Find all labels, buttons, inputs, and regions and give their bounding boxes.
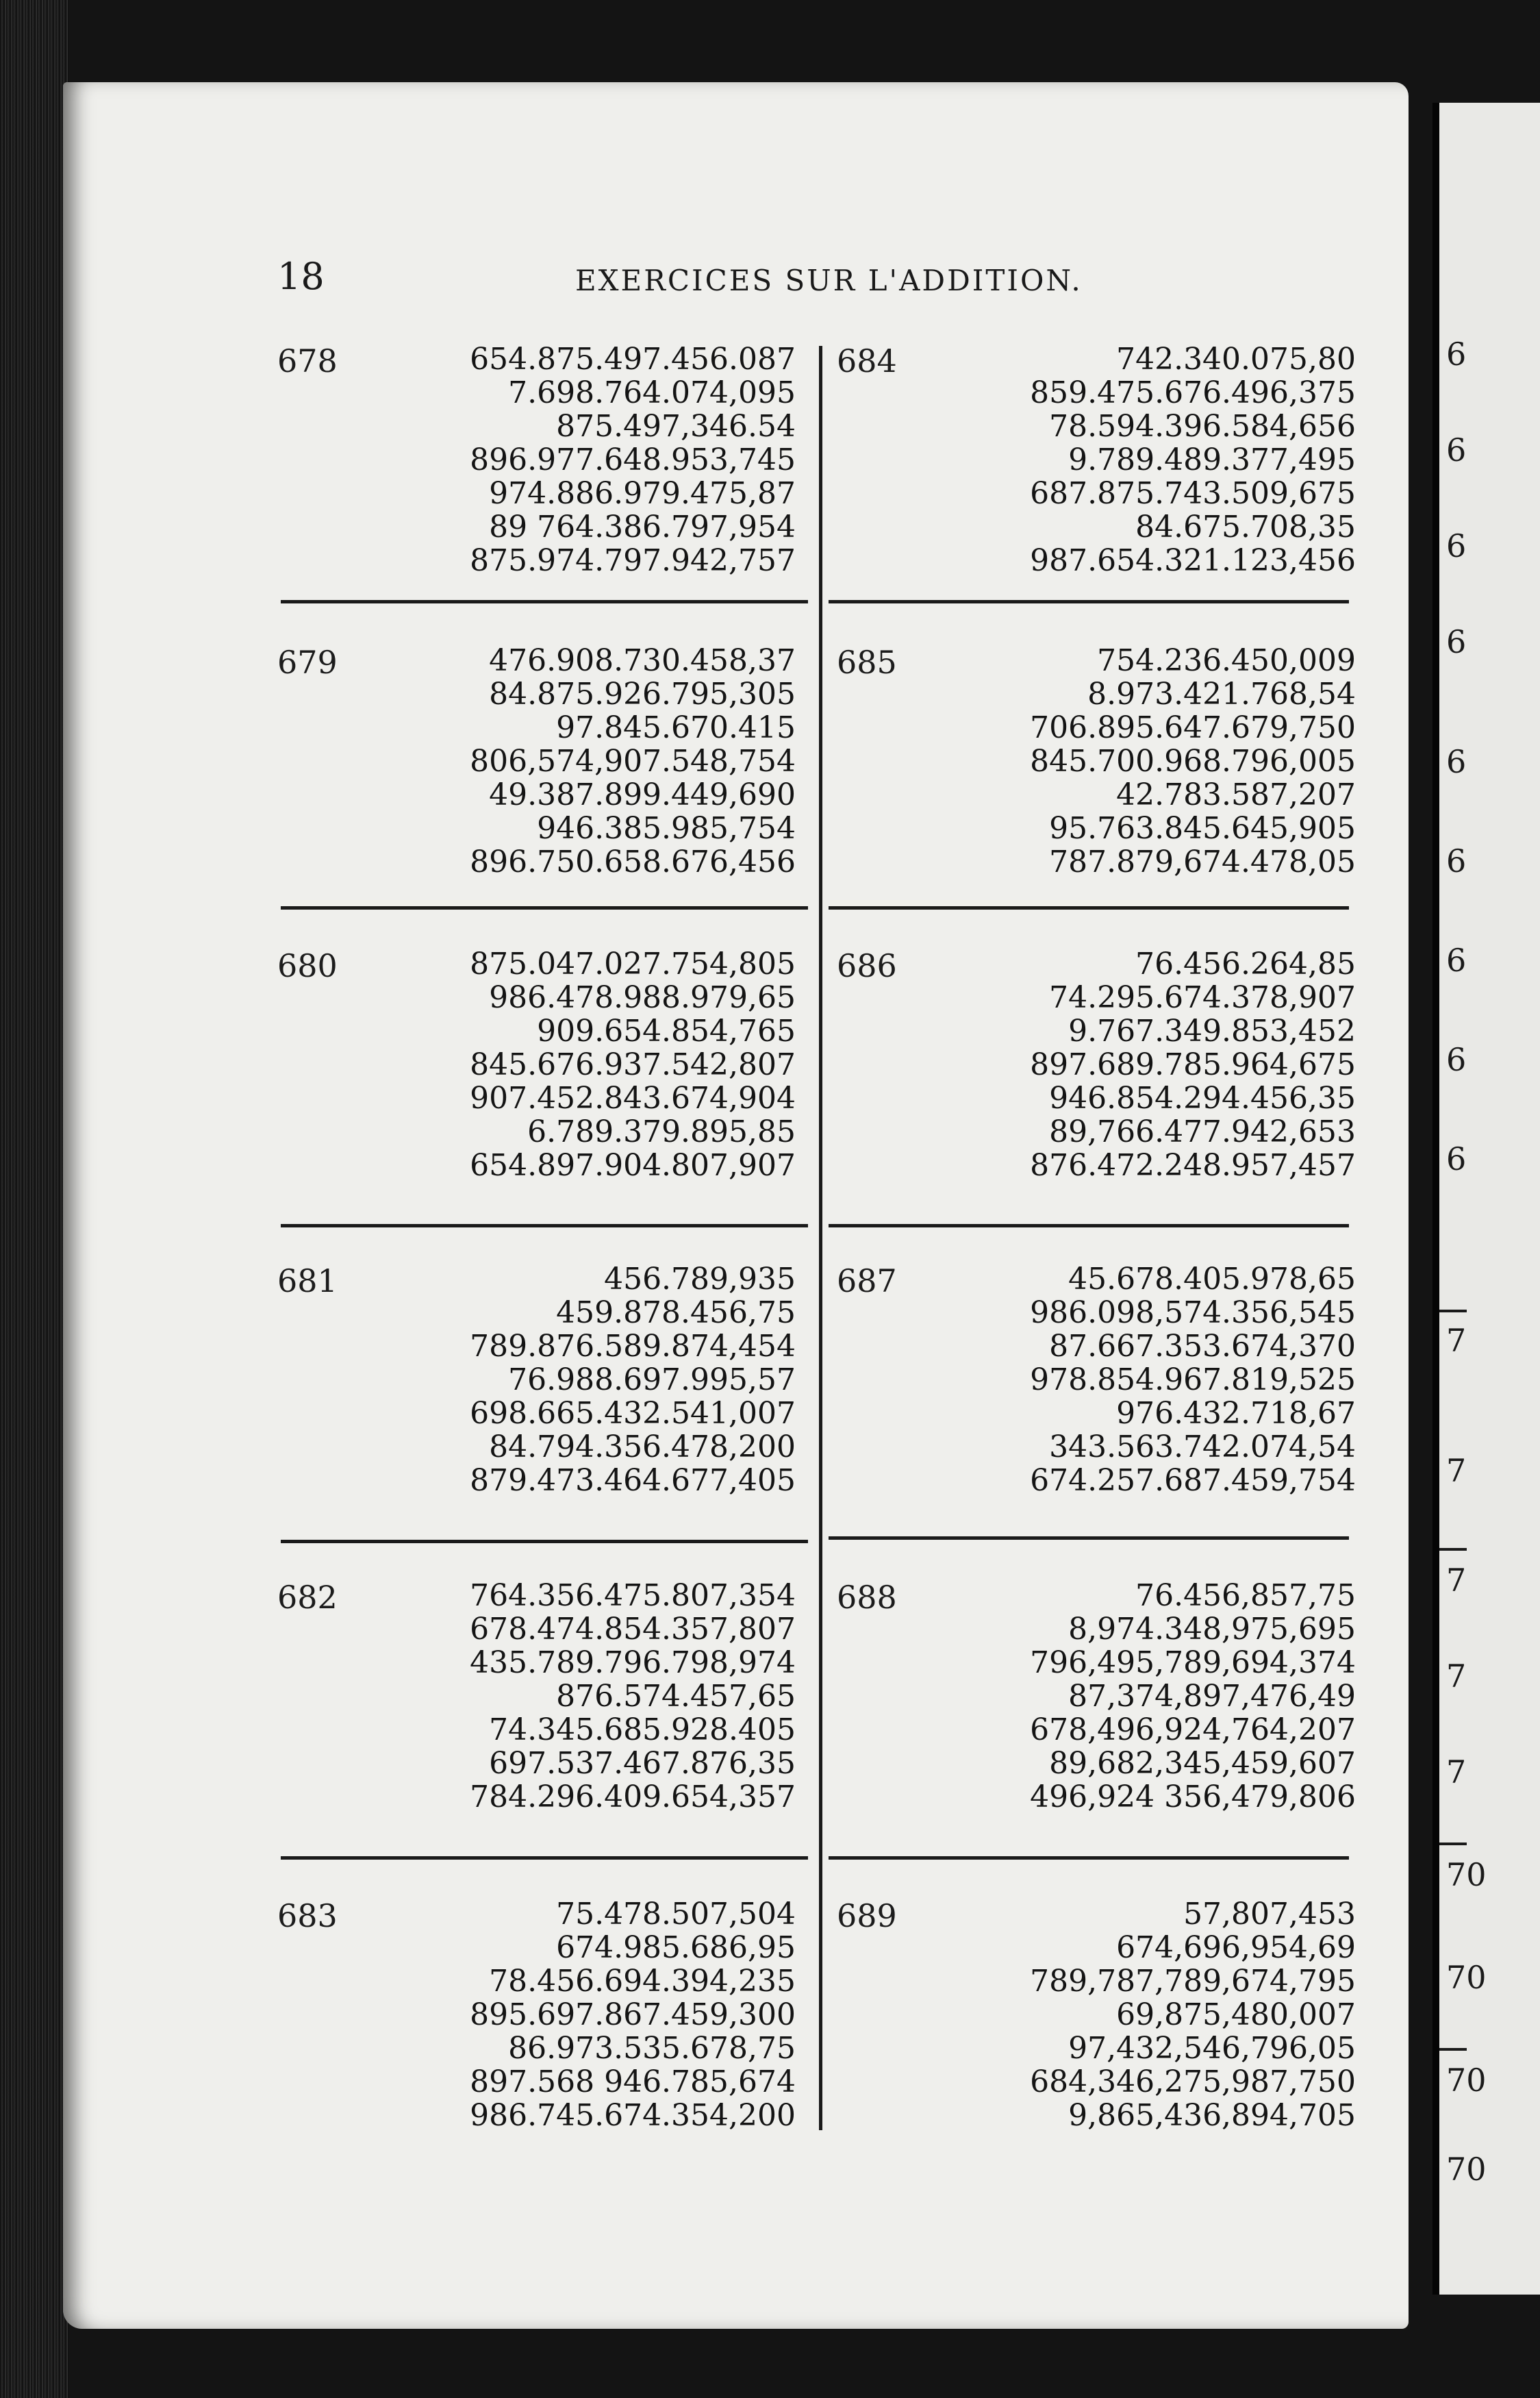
addend: 678.474.854.357,807 xyxy=(470,1612,796,1647)
addend-list xyxy=(470,1262,796,1497)
addend: 875.974.797.942,757 xyxy=(470,543,796,578)
addend-list xyxy=(1030,1262,1356,1497)
addend: 876.574.457,65 xyxy=(556,1679,796,1714)
addend-list xyxy=(470,644,796,879)
sum-rule xyxy=(829,1536,1349,1540)
addend: 674,696,954,69 xyxy=(1116,1930,1356,1965)
running-title: EXERCICES SUR L'ADDITION. xyxy=(575,264,1083,297)
addend: 986.098,574.356,545 xyxy=(1030,1295,1356,1330)
addend: 84.794.356.478,200 xyxy=(489,1429,796,1464)
addend: 57,807,453 xyxy=(1183,1897,1356,1932)
exercise-block xyxy=(277,947,796,1235)
adjacent-rule xyxy=(1439,1548,1467,1551)
exercise-block xyxy=(837,1579,1356,1866)
addend: 76.988.697.995,57 xyxy=(508,1362,796,1397)
addend: 45.678.405.978,65 xyxy=(1068,1262,1356,1297)
exercise-block xyxy=(277,1579,796,1866)
adjacent-fragment: 6 xyxy=(1446,336,1467,373)
addend: 845.676.937.542,807 xyxy=(470,1047,796,1082)
addend: 674.985.686,95 xyxy=(556,1930,796,1965)
addend: 698.665.432.541,007 xyxy=(470,1396,796,1431)
addend: 8.973.421.768,54 xyxy=(1087,677,1356,712)
exercise-block xyxy=(277,342,796,630)
adjacent-fragment: 7 xyxy=(1446,1753,1467,1790)
page-number: 18 xyxy=(277,255,325,298)
addend: 76.456.264,85 xyxy=(1135,947,1356,982)
adjacent-fragment: 6 xyxy=(1446,432,1467,469)
exercise-block xyxy=(277,1897,796,2185)
addend: 806,574,907.548,754 xyxy=(470,744,796,779)
addend: 787.879,674.478,05 xyxy=(1049,845,1356,879)
addend: 654.875.497.456.087 xyxy=(470,342,796,377)
addend: 78.456.694.394,235 xyxy=(489,1964,796,1999)
addend: 697.537.467.876,35 xyxy=(489,1746,796,1781)
addend: 654.897.904.807,907 xyxy=(470,1148,796,1183)
exercise-number: 682 xyxy=(277,1579,338,1616)
addend: 907.452.843.674,904 xyxy=(470,1081,796,1116)
addend: 896.977.648.953,745 xyxy=(470,442,796,477)
addend: 8,974.348,975,695 xyxy=(1068,1612,1356,1647)
addend: 9,865,436,894,705 xyxy=(1068,2098,1356,2133)
addend: 86.973.535.678,75 xyxy=(508,2031,796,2066)
addend: 897.689.785.964,675 xyxy=(1030,1047,1356,1082)
addend: 978.854.967.819,525 xyxy=(1030,1362,1356,1397)
addend: 859.475.676.496,375 xyxy=(1030,375,1356,410)
adjacent-fragment: 70 xyxy=(1446,2062,1487,2099)
addend: 674.257.687.459,754 xyxy=(1030,1463,1356,1498)
addend: 897.568 946.785,674 xyxy=(470,2064,796,2099)
addend: 946.385.985,754 xyxy=(537,811,796,846)
column-divider xyxy=(819,346,822,2130)
sum-rule xyxy=(281,906,808,910)
addend-list xyxy=(470,1897,796,2132)
addend: 706.895.647.679,750 xyxy=(1030,710,1356,745)
addend: 789,787,789,674,795 xyxy=(1030,1964,1356,1999)
addend: 6.789.379.895,85 xyxy=(527,1114,796,1149)
addend: 89,766.477.942,653 xyxy=(1049,1114,1356,1149)
addend: 987.654.321.123,456 xyxy=(1030,543,1356,578)
addend: 9.789.489.377,495 xyxy=(1068,442,1356,477)
addend: 9.767.349.853,452 xyxy=(1068,1014,1356,1049)
adjacent-fragment: 7 xyxy=(1446,1658,1467,1695)
exercise-block xyxy=(837,1897,1356,2185)
addend: 875.047.027.754,805 xyxy=(470,947,796,982)
exercise-number: 680 xyxy=(277,947,338,984)
exercise-block xyxy=(277,1262,796,1550)
adjacent-fragment: 6 xyxy=(1446,743,1467,780)
exercise-number: 686 xyxy=(837,947,897,984)
addend: 89,682,345,459,607 xyxy=(1049,1746,1356,1781)
addend: 74.295.674.378,907 xyxy=(1049,980,1356,1015)
exercise-number: 683 xyxy=(277,1897,338,1934)
addend: 946.854.294.456,35 xyxy=(1049,1081,1356,1116)
exercise-number: 685 xyxy=(837,644,897,681)
addend: 97.845.670.415 xyxy=(556,710,796,745)
addend: 895.697.867.459,300 xyxy=(470,1997,796,2032)
exercise-number: 678 xyxy=(277,342,338,379)
exercise-number: 684 xyxy=(837,342,897,379)
addend: 845.700.968.796,005 xyxy=(1030,744,1356,779)
addend: 75.478.507,504 xyxy=(556,1897,796,1932)
adjacent-rule xyxy=(1439,1310,1467,1312)
addend: 764.356.475.807,354 xyxy=(470,1578,796,1613)
addend-list xyxy=(1030,947,1356,1182)
sum-rule xyxy=(281,1540,808,1543)
sum-rule xyxy=(281,600,808,603)
addend: 78.594.396.584,656 xyxy=(1049,409,1356,444)
addend-list xyxy=(470,342,796,577)
book-binding xyxy=(0,0,68,2398)
sum-rule xyxy=(829,1224,1349,1227)
addend: 97,432,546,796,05 xyxy=(1068,2031,1356,2066)
adjacent-fragment: 6 xyxy=(1446,1041,1467,1078)
addend: 976.432.718,67 xyxy=(1116,1396,1356,1431)
exercise-block xyxy=(837,342,1356,630)
addend-list xyxy=(470,1579,796,1814)
addend-list xyxy=(1030,644,1356,879)
exercise-number: 689 xyxy=(837,1897,897,1934)
addend: 84.875.926.795,305 xyxy=(489,677,796,712)
sum-rule xyxy=(829,1856,1349,1860)
adjacent-fragment: 70 xyxy=(1446,1959,1487,1996)
adjacent-fragment: 7 xyxy=(1446,1322,1467,1359)
addend: 789.876.589.874,454 xyxy=(470,1329,796,1364)
adjacent-fragment: 70 xyxy=(1446,2151,1487,2188)
addend: 456.789,935 xyxy=(604,1262,796,1297)
exercise-block xyxy=(277,644,796,932)
exercise-number: 679 xyxy=(277,644,338,681)
addend: 742.340.075,80 xyxy=(1116,342,1356,377)
addend: 42.783.587,207 xyxy=(1116,777,1356,812)
sum-rule xyxy=(829,906,1349,910)
addend: 343.563.742.074,54 xyxy=(1049,1429,1356,1464)
addend: 875.497,346.54 xyxy=(556,409,796,444)
addend: 754.236.450,009 xyxy=(1097,643,1356,678)
addend-list xyxy=(1030,1579,1356,1814)
exercise-block xyxy=(837,644,1356,932)
addend: 678,496,924,764,207 xyxy=(1030,1712,1356,1747)
adjacent-fragment: 6 xyxy=(1446,527,1467,564)
addend: 69,875,480,007 xyxy=(1116,1997,1356,2032)
addend: 986.478.988.979,65 xyxy=(489,980,796,1015)
addend: 435.789.796.798,974 xyxy=(470,1645,796,1680)
addend: 986.745.674.354,200 xyxy=(470,2098,796,2133)
addend: 87,374,897,476,49 xyxy=(1068,1679,1356,1714)
adjacent-fragment: 7 xyxy=(1446,1452,1467,1489)
addend: 459.878.456,75 xyxy=(556,1295,796,1330)
exercise-number: 681 xyxy=(277,1262,338,1299)
addend: 76.456,857,75 xyxy=(1135,1578,1356,1613)
addend: 95.763.845.645,905 xyxy=(1049,811,1356,846)
addend: 687.875.743.509,675 xyxy=(1030,476,1356,511)
adjacent-rule xyxy=(1439,2048,1467,2051)
sum-rule xyxy=(281,1856,808,1860)
addend: 684,346,275,987,750 xyxy=(1030,2064,1356,2099)
exercise-block xyxy=(837,1262,1356,1550)
sum-rule xyxy=(829,600,1349,603)
adjacent-rule xyxy=(1439,1843,1467,1845)
addend: 476.908.730.458,37 xyxy=(489,643,796,678)
addend: 909.654.854,765 xyxy=(537,1014,796,1049)
addend: 796,495,789,694,374 xyxy=(1030,1645,1356,1680)
exercise-block xyxy=(837,947,1356,1235)
addend-list xyxy=(1030,1897,1356,2132)
adjacent-fragment: 7 xyxy=(1446,1562,1467,1599)
exercise-number: 688 xyxy=(837,1579,897,1616)
addend: 7.698.764.074,095 xyxy=(508,375,796,410)
addend: 84.675.708,35 xyxy=(1135,510,1356,545)
addend: 974.886.979.475,87 xyxy=(489,476,796,511)
adjacent-fragment: 6 xyxy=(1446,842,1467,879)
adjacent-fragment: 6 xyxy=(1446,942,1467,979)
addend: 876.472.248.957,457 xyxy=(1030,1148,1356,1183)
addend: 49.387.899.449,690 xyxy=(489,777,796,812)
addend: 879.473.464.677,405 xyxy=(470,1463,796,1498)
addend: 74.345.685.928.405 xyxy=(489,1712,796,1747)
sum-rule xyxy=(281,1224,808,1227)
addend: 896.750.658.676,456 xyxy=(470,845,796,879)
addend-list xyxy=(470,947,796,1182)
addend: 89 764.386.797,954 xyxy=(489,510,796,545)
addend: 784.296.409.654,357 xyxy=(470,1779,796,1814)
exercise-number: 687 xyxy=(837,1262,897,1299)
adjacent-page-edge xyxy=(1432,103,1540,2295)
addend: 496,924 356,479,806 xyxy=(1030,1779,1356,1814)
addend: 87.667.353.674,370 xyxy=(1049,1329,1356,1364)
adjacent-fragment: 6 xyxy=(1446,623,1467,660)
adjacent-fragment: 6 xyxy=(1446,1140,1467,1177)
adjacent-fragment: 70 xyxy=(1446,1856,1487,1893)
addend-list xyxy=(1030,342,1356,577)
